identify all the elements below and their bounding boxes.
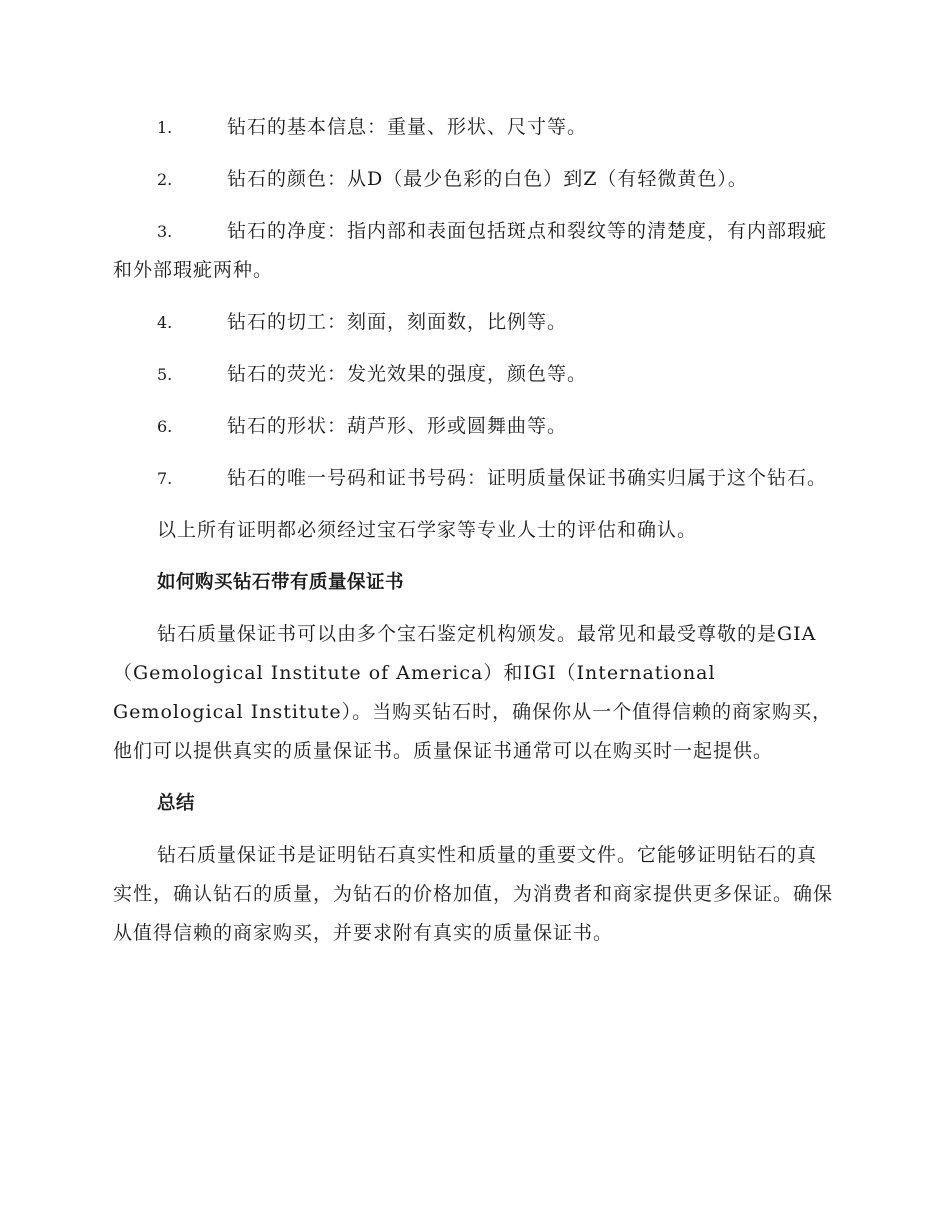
list-text: 钻石的颜色：从D（最少色彩的白色）到Z（有轻微黄色）。 [227, 168, 748, 190]
list-item [113, 160, 835, 199]
list-number: 1. [157, 118, 173, 137]
list-text: 钻石的切工：刻面，刻面数，比例等。 [227, 311, 568, 333]
list-text: 钻石的唯一号码和证书号码：证明质量保证书确实归属于这个钻石。 [227, 467, 828, 489]
section-heading-purchase: 如何购买钻石带有质量保证书 [157, 572, 405, 593]
list-item [113, 108, 835, 147]
section-heading-conclusion: 总结 [157, 793, 196, 814]
list-item [113, 212, 835, 290]
list-number: 7. [157, 469, 173, 488]
list-item [113, 303, 835, 342]
list-number: 3. [157, 222, 173, 241]
list-text: 钻石的荧光：发光效果的强度，颜色等。 [227, 363, 588, 385]
list-item [113, 407, 835, 446]
purchase-paragraph: 钻石质量保证书可以由多个宝石鉴定机构颁发。最常见和最受尊敬的是GIA（Gemological Institute of America）和IGI（International Gemological Institute）。当购买钻石时，确保你从一个值得信赖的商家购买，他们可以提供真实的质量保证书。质量保证书通常可以在购买时一起提供。 [113, 623, 833, 762]
list-text: 钻石的形状：葫芦形、形或圆舞曲等。 [227, 415, 568, 437]
conclusion-paragraph: 钻石质量保证书是证明钻石真实性和质量的重要文件。它能够证明钻石的真实性，确认钻石的质量，为钻石的价格加值，为消费者和商家提供更多保证。确保从值得信赖的商家购买，并要求附有真实的质量保证书。 [113, 844, 834, 944]
summary-paragraph: 以上所有证明都必须经过宝石学家等专业人士的评估和确认。 [157, 519, 698, 541]
list-number: 5. [157, 365, 173, 384]
list-item [113, 459, 835, 498]
document-page [113, 108, 835, 966]
list-item [113, 355, 835, 394]
list-text: 钻石的净度：指内部和表面包括斑点和裂纹等的清楚度，有内部瑕疵和外部瑕疵两种。 [113, 220, 828, 281]
list-number: 6. [157, 417, 173, 436]
list-number: 4. [157, 313, 173, 332]
list-text: 钻石的基本信息：重量、形状、尺寸等。 [227, 116, 588, 138]
list-number: 2. [157, 170, 173, 189]
